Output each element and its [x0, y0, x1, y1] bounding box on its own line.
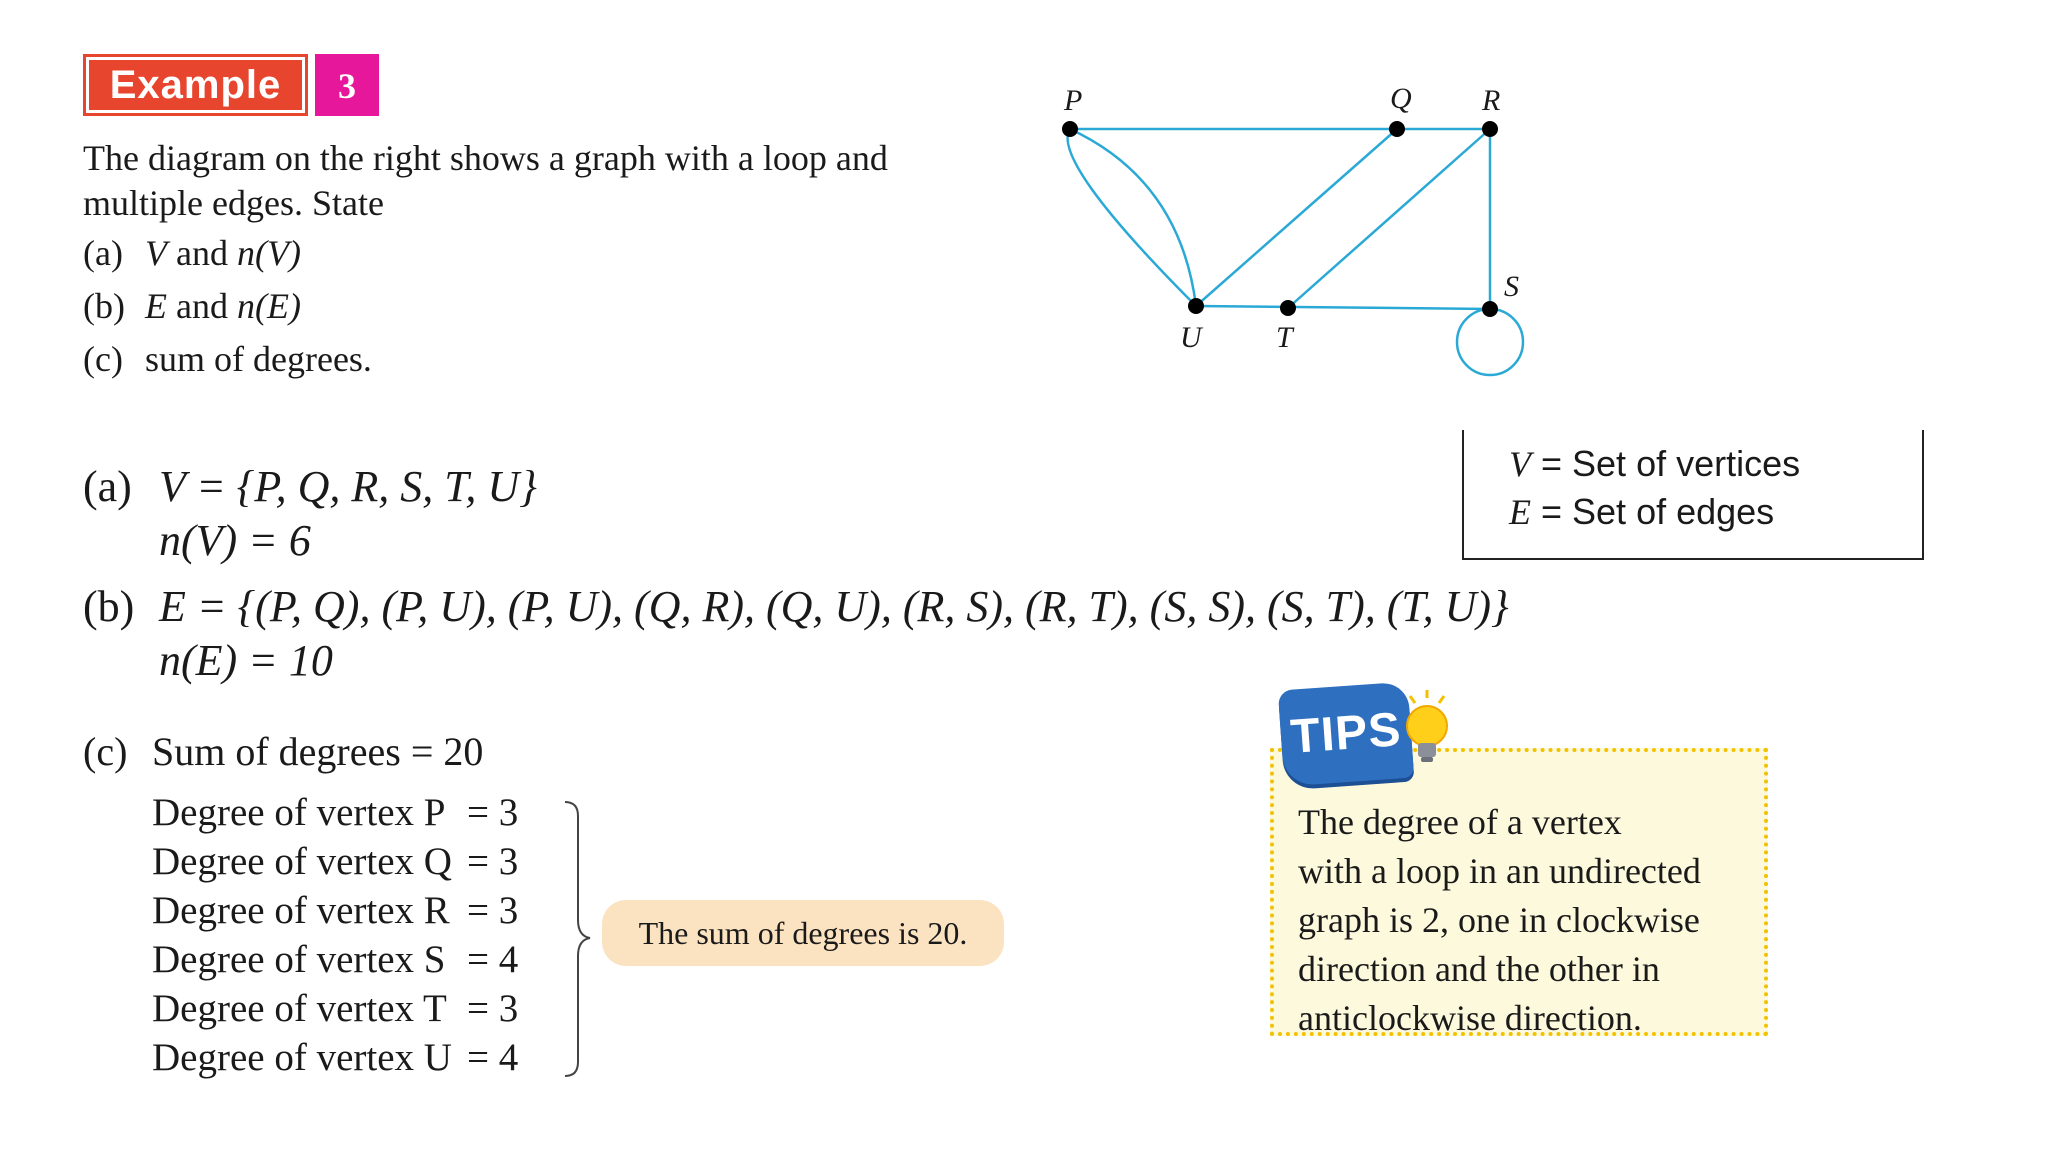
question-line-1: The diagram on the right shows a graph with a loop and	[83, 138, 888, 178]
answer-label: (c)	[83, 729, 128, 774]
degree-row	[152, 837, 518, 886]
brace-path	[565, 802, 590, 1076]
vertex-u	[1188, 298, 1204, 314]
v-definition: = Set of vertices	[1531, 443, 1801, 484]
vertex-p	[1062, 121, 1078, 137]
vertex-label-s: S	[1504, 270, 1519, 303]
vertex-t	[1280, 300, 1296, 316]
vertex-s	[1482, 301, 1498, 317]
example-label: Example	[89, 60, 302, 110]
answer-label: (b)	[83, 582, 135, 631]
e-definition: = Set of edges	[1531, 491, 1775, 532]
degree-row	[152, 984, 518, 1033]
tips-line: graph is 2, one in clockwise	[1298, 900, 1700, 940]
vertex-label-u: U	[1180, 321, 1202, 354]
part-text: sum of degrees.	[145, 339, 372, 379]
part-symbol: n(V)	[236, 233, 301, 273]
lightbulb-icon	[1398, 688, 1456, 768]
loop-s	[1457, 309, 1523, 375]
degree-value: = 3	[467, 987, 519, 1030]
degree-row	[152, 1033, 518, 1082]
edge-p-u-2	[1068, 129, 1196, 306]
graph-diagram	[1040, 70, 1600, 410]
vertex-label-p: P	[1064, 84, 1083, 117]
degree-label: Degree of vertex Q	[152, 840, 452, 883]
answer-b-line-2: n(E) = 10	[159, 636, 333, 685]
tips-label	[1278, 682, 1414, 787]
part-label: (b)	[83, 286, 125, 326]
tips-line: anticlockwise direction.	[1298, 998, 1642, 1038]
vertex-label-q: Q	[1390, 82, 1412, 115]
answer-b	[83, 580, 1509, 688]
answer-c	[83, 727, 483, 777]
graph-edges	[1068, 129, 1523, 375]
graph-vertices	[1062, 121, 1498, 317]
vertex-r	[1482, 121, 1498, 137]
degree-row	[152, 788, 518, 837]
question-line-2: multiple edges. State	[83, 183, 384, 223]
definition-edges	[1509, 488, 1922, 536]
vertex-label-r: R	[1482, 84, 1501, 117]
definitions-box	[1462, 430, 1924, 560]
example-badge	[83, 54, 308, 116]
degree-value: = 4	[467, 1036, 519, 1079]
curly-brace	[560, 800, 600, 1080]
answer-label: (a)	[83, 462, 132, 511]
answer-a	[83, 460, 537, 568]
part-symbol: E	[145, 286, 167, 326]
edge-p-u-1	[1070, 129, 1196, 306]
part-symbol: V	[145, 233, 167, 273]
v-symbol: V	[1509, 444, 1531, 484]
degree-value: = 3	[467, 889, 519, 932]
degree-value: = 3	[467, 840, 519, 883]
degree-label: Degree of vertex P	[152, 791, 446, 834]
degree-row	[152, 886, 518, 935]
degree-label: Degree of vertex R	[152, 889, 450, 932]
e-symbol: E	[1509, 492, 1531, 532]
part-connector: and	[167, 286, 237, 326]
vertex-q	[1389, 121, 1405, 137]
part-label: (c)	[83, 339, 123, 379]
tips-line: The degree of a vertex	[1298, 802, 1622, 842]
question-part-a	[83, 233, 301, 273]
answer-a-line-1: V = {P, Q, R, S, T, U}	[159, 462, 537, 511]
example-number: 3	[315, 54, 379, 116]
part-symbol: n(E)	[236, 286, 301, 326]
tips-line: direction and the other in	[1298, 949, 1660, 989]
degree-value: = 4	[467, 938, 519, 981]
answer-c-line-1: Sum of degrees = 20	[152, 729, 484, 774]
degree-label: Degree of vertex T	[152, 987, 447, 1030]
edge-u-t-s	[1196, 306, 1490, 309]
part-label: (a)	[83, 233, 123, 273]
tips-line: with a loop in an undirected	[1298, 851, 1701, 891]
question-text	[83, 136, 888, 226]
degree-label: Degree of vertex S	[152, 938, 446, 981]
question-part-c	[83, 339, 372, 379]
question-part-b	[83, 286, 301, 326]
part-connector: and	[167, 233, 237, 273]
tips-text	[1298, 798, 1768, 1043]
edge-q-u	[1196, 129, 1397, 306]
degree-list	[152, 788, 518, 1082]
tips-label-text: TIPS	[1288, 703, 1404, 764]
definition-vertices	[1509, 440, 1922, 488]
sum-note: The sum of degrees is 20.	[602, 900, 1004, 966]
answer-a-line-2: n(V) = 6	[159, 516, 311, 565]
edge-r-t	[1288, 129, 1490, 308]
degree-row	[152, 935, 518, 984]
vertex-label-t: T	[1276, 321, 1293, 354]
degree-label: Degree of vertex U	[152, 1036, 452, 1079]
degree-value: = 3	[467, 791, 519, 834]
answer-b-line-1: E = {(P, Q), (P, U), (P, U), (Q, R), (Q, U), (R, S), (R, T), (S, S), (S, T), (T, U)}	[159, 582, 1509, 631]
